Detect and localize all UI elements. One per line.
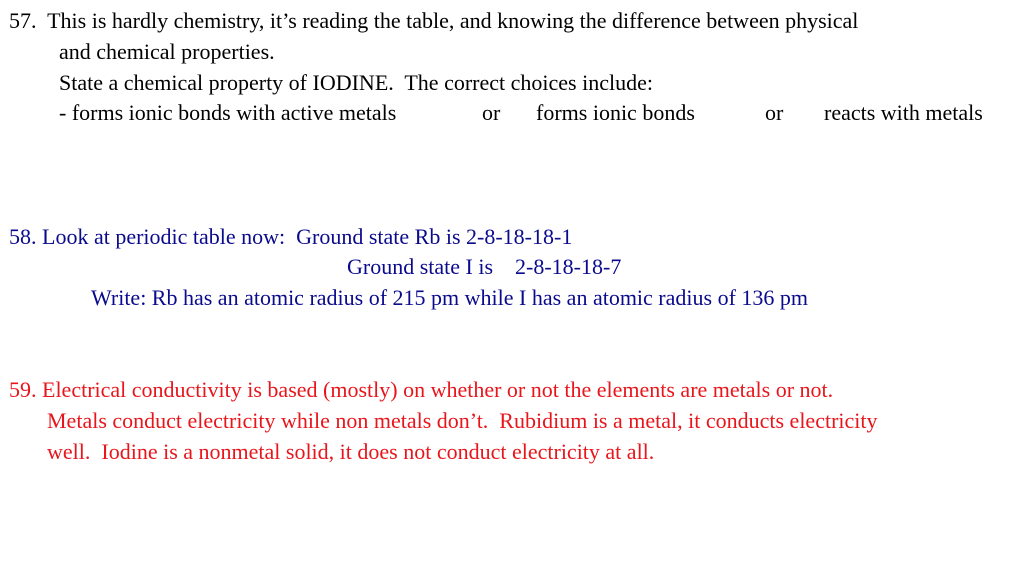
q58-line-2: Ground state I is 2-8-18-18-7: [347, 254, 622, 279]
q57-line-2: and chemical properties.: [59, 39, 275, 64]
q57-choice-3: reacts with metals: [824, 100, 983, 125]
q57-line-3: State a chemical property of IODINE. The correct choices include:: [59, 70, 653, 95]
q58-line-1: 58. Look at periodic table now: Ground state Rb is 2-8-18-18-1: [9, 224, 573, 249]
q57-choice-1: - forms ionic bonds with active metals: [59, 100, 397, 125]
q57-choice-2: forms ionic bonds: [536, 100, 695, 125]
q58-line-3: Write: Rb has an atomic radius of 215 pm while I has an atomic radius of 136 pm: [91, 285, 809, 310]
q59-line-2: Metals conduct electricity while non metals don’t. Rubidium is a metal, it conducts electricity: [47, 408, 878, 433]
q59-line-3: well. Iodine is a nonmetal solid, it does not conduct electricity at all.: [47, 439, 655, 464]
q57-or-2: or: [765, 100, 784, 125]
q57-or-1: or: [482, 100, 501, 125]
q59-line-1: 59. Electrical conductivity is based (mostly) on whether or not the elements are metals or not.: [9, 377, 834, 402]
q57-line-1: 57. This is hardly chemistry, it’s reading the table, and knowing the difference between physical: [9, 8, 859, 33]
